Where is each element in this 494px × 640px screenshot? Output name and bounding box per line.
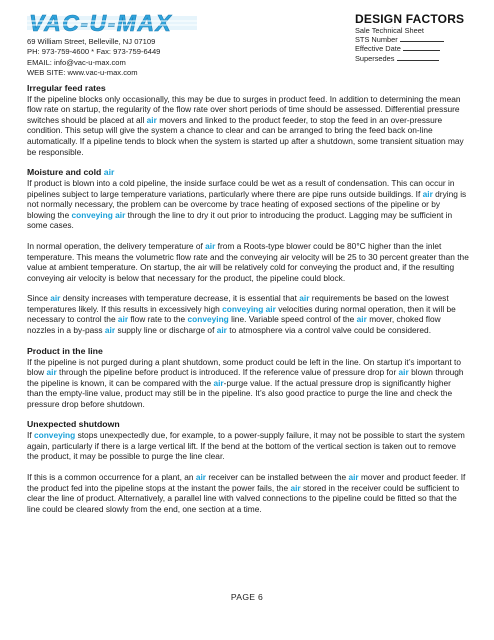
effective-date-field bbox=[355, 44, 475, 53]
paragraph-text: flow rate to the bbox=[128, 314, 188, 325]
sheet-type: Sale Technical Sheet bbox=[355, 26, 424, 35]
paragraph-text: velocities during normal operation, then it will be necessary to control the bbox=[27, 303, 456, 325]
sts-number-blank bbox=[400, 35, 444, 42]
keyword-highlight: air bbox=[356, 314, 367, 325]
paragraph-text: stored in the receiver could be sufficient to clear the line of product. Alternatively, a parallel line with valved connections to the pipeline could be fitted so that the line could be cleared slowly from the end, one section at a time. bbox=[27, 482, 460, 514]
keyword-highlight: conveying air bbox=[71, 209, 126, 220]
design-factors-title: DESIGN FACTORS bbox=[355, 12, 465, 26]
paragraph bbox=[27, 472, 469, 514]
paragraph-text: receiver can be installed between the bbox=[206, 472, 349, 483]
section-title bbox=[27, 167, 469, 178]
page-number: PAGE 6 bbox=[230, 592, 264, 602]
keyword-highlight: air bbox=[104, 325, 116, 335]
keyword-highlight: conveying air bbox=[222, 303, 276, 314]
logo-text: VAC-U-MAX bbox=[29, 10, 173, 36]
design-factors-box bbox=[355, 12, 475, 63]
paragraph-text: movers and linked to the product feeder, to stop the feed in an over-pressure condition. This setup will give the system a chance to clear and can be arranged to bring the feed back on-line automatically. If a pipeline tends to block when the system is started up after a shutdown, some transient situation may be responsible. bbox=[27, 114, 464, 157]
paragraph-text: to atmosphere via a control valve could be considered. bbox=[226, 325, 432, 335]
paragraph bbox=[27, 430, 469, 462]
section-title: Product in the line bbox=[27, 345, 103, 356]
sts-number-label: STS Number bbox=[355, 35, 398, 45]
keyword-highlight: conveying bbox=[187, 314, 229, 325]
paragraph bbox=[27, 178, 469, 231]
supersedes-field bbox=[355, 54, 475, 63]
paragraph-text: blown through the pipeline is known, it can be compared with the bbox=[27, 367, 464, 388]
paragraph bbox=[27, 357, 469, 410]
paragraph-text: If the pipeline blocks only occasionally, this may be due to surges in product feed. In addition to determining the mean flow rate on startup, the regularity of the flow rate over short periods of time should be assessed. Differential pressure switches should be placed at all bbox=[27, 93, 461, 125]
effective-date-blank bbox=[403, 44, 440, 51]
paragraph-text: supply line or discharge of bbox=[115, 325, 217, 335]
paragraph-text: through the line to dry it out prior to introducing the product. Lagging may be sufficient in some cases. bbox=[27, 209, 453, 231]
section-title-text: Moisture and cold bbox=[27, 167, 104, 178]
paragraph-text: density increases with temperature decrease, it is essential that bbox=[60, 293, 300, 304]
keyword-highlight: air bbox=[299, 293, 310, 304]
paragraph-text: In normal operation, the delivery temperature of bbox=[27, 240, 206, 251]
paragraph-text: If product is blown into a cold pipeline, the inside surface could be wet as a result of condensation. This can occur in pipelines subject to large temperature variations, particularly where there are pipe runs outside buildings. If bbox=[27, 178, 455, 199]
supersedes-blank bbox=[397, 54, 439, 61]
paragraph-text: If this is a common occurrence for a plant, an bbox=[27, 472, 196, 483]
paragraph-text: line. Variable speed control of the bbox=[228, 314, 357, 325]
paragraph-text: If bbox=[27, 430, 34, 441]
paragraph-text: through the pipeline before product is introduced. If the reference value of pressure drop for bbox=[56, 367, 399, 378]
keyword-highlight: air bbox=[103, 167, 115, 178]
keyword-highlight: air bbox=[213, 377, 224, 388]
keyword-highlight: conveying bbox=[33, 430, 76, 441]
keyword-highlight: air bbox=[46, 367, 57, 378]
paragraph-text: requirements be based on the lowest temperatures likely. If this results in excessively high bbox=[27, 293, 449, 314]
document-body bbox=[27, 83, 469, 524]
keyword-highlight: air bbox=[398, 367, 409, 378]
keyword-highlight: air bbox=[205, 240, 216, 251]
keyword-highlight: air bbox=[290, 482, 301, 493]
section-title: Irregular feed rates bbox=[27, 83, 106, 93]
keyword-highlight: air bbox=[146, 114, 157, 125]
keyword-highlight: air bbox=[195, 472, 207, 483]
paragraph-text: from a Roots-type blower could be 80°C higher than the inlet temperature. This means the volumetric flow rate and the conveying air velocity will be 25 to 30 percent greater than the value at ambient temperature. On startup, the air will be relatively cold for conveying the product and, if the resulting conveying air velocity is below that necessary for the product, the pipeline could block. bbox=[27, 240, 469, 283]
effective-date-label: Effective Date bbox=[355, 44, 401, 54]
paragraph bbox=[27, 94, 469, 157]
paragraph-text: -purge value. If the actual pressure drop is significantly higher than the empty-line value, product may still be in the pipeline. It’s also good practice to purge the line and check the pressure drop before shutdown. bbox=[27, 377, 453, 409]
paragraph-text: Since bbox=[27, 293, 51, 304]
keyword-highlight: air bbox=[216, 325, 227, 335]
address: 69 William Street, Belleville, NJ 07109 bbox=[27, 37, 156, 46]
website: WEB SITE: www.vac-u-max.com bbox=[27, 68, 138, 78]
paragraph bbox=[27, 293, 469, 335]
section-title: Unexpected shutdown bbox=[27, 419, 120, 430]
page-header bbox=[27, 10, 467, 80]
keyword-highlight: air bbox=[348, 472, 359, 483]
paragraph-text: stops unexpectedly due, for example, to a power-supply failure, it may not be possible to start the system again, particularly if there is a large vertical lift. If the bend at the bottom of the vertical section is taken out to remove the product, it may be possible to purge the line clear. bbox=[27, 430, 465, 462]
keyword-highlight: air bbox=[50, 293, 61, 304]
paragraph bbox=[27, 241, 469, 283]
paragraph-text: mover and product feeder. If the product fed into the pipeline stops at the instant the power fails, the bbox=[27, 472, 466, 493]
vac-u-max-logo bbox=[27, 10, 197, 36]
paragraph-text: drying is not normally necessary, the problem can be overcome by trace heating of exposed sections of the pipeline or by blowing the bbox=[27, 188, 467, 220]
keyword-highlight: air bbox=[117, 314, 129, 325]
phone-fax: PH: 973-759-4600 * Fax: 973-759-6449 bbox=[27, 47, 161, 57]
paragraph-text: If the pipeline is not purged during a plant shutdown, some product could be left in the line. On startup it’s important to blow bbox=[27, 356, 461, 378]
contact-info bbox=[27, 37, 160, 79]
email: EMAIL: info@vac-u-max.com bbox=[27, 57, 126, 67]
supersedes-label: Supersedes bbox=[355, 53, 395, 63]
keyword-highlight: air bbox=[422, 188, 433, 199]
paragraph-text: mover, choked flow nozzles in a by-pass bbox=[27, 314, 441, 335]
sts-number-field bbox=[355, 35, 475, 44]
